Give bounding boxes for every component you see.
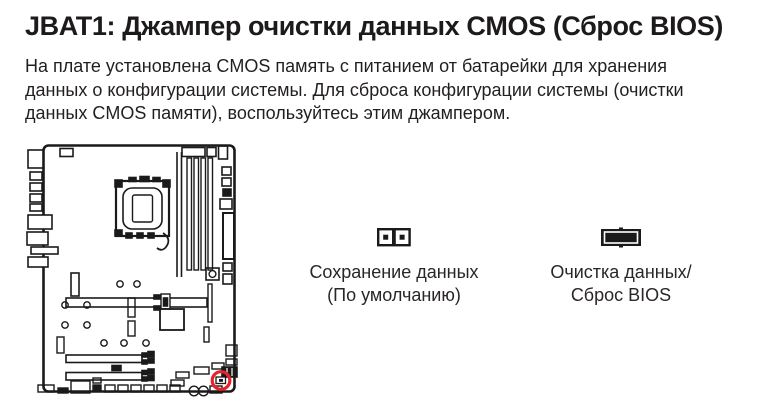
chipset — [160, 309, 184, 330]
motherboard-svg — [26, 143, 238, 401]
rear-io-ports — [27, 150, 58, 267]
dimm-slots — [187, 158, 213, 270]
jumper-option-keep-data — [289, 227, 499, 306]
page-title: JBAT1: Джампер очистки данных CMOS (Сброс BIOS) — [25, 11, 723, 41]
motherboard-diagram — [26, 143, 238, 401]
cpu-socket — [115, 177, 170, 250]
description — [25, 55, 684, 126]
description-line: данных о конфигурации системы. Для сброса конфигурации системы (очистки — [25, 79, 684, 100]
jumper-keep-data-label: Сохранение данных (По умолчанию) — [309, 262, 479, 305]
jumper-option-clear-data — [516, 227, 726, 306]
jumper-open-icon — [377, 227, 411, 248]
description-line: На плате установлена CMOS память с питанием от батарейки для хранения — [25, 56, 667, 76]
atx-power-connector — [223, 213, 234, 259]
mounting-holes — [62, 281, 149, 346]
jumper-closed-icon — [600, 227, 642, 248]
jumper-clear-data-label: Очистка данных/ Сброс BIOS — [550, 262, 692, 305]
description-line: данных CMOS памяти), воспользуйтесь этим джампером. — [25, 103, 511, 123]
pcie-slots — [66, 352, 154, 382]
